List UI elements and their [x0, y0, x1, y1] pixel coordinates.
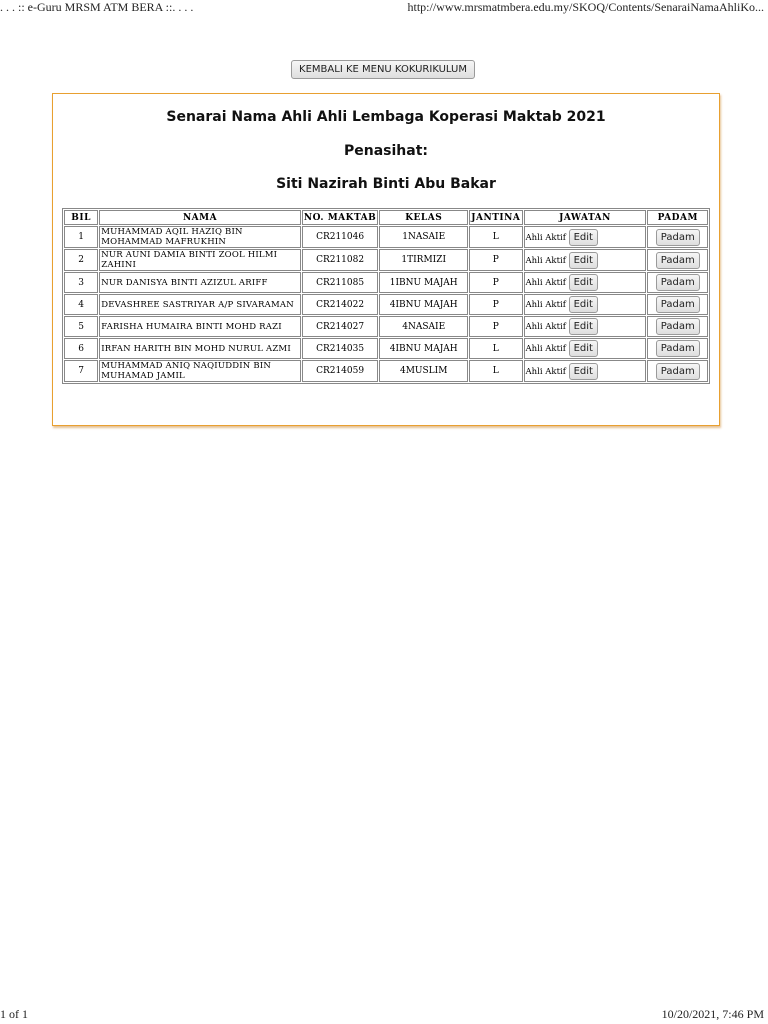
back-to-cocurriculum-menu-button[interactable]: KEMBALI KE MENU KOKURIKULUM	[291, 60, 475, 79]
edit-button[interactable]: Edit	[569, 318, 598, 335]
cell-jantina: P	[469, 249, 523, 271]
cell-jantina: P	[469, 316, 523, 337]
cell-nama: MUHAMMAD AQIL HAZIQ BIN MOHAMMAD MAFRUKHIN	[99, 226, 301, 248]
delete-button[interactable]: Padam	[656, 296, 700, 313]
edit-button[interactable]: Edit	[569, 340, 598, 357]
advisor-name: Siti Nazirah Binti Abu Bakar	[276, 176, 496, 192]
cell-no-maktab: CR211046	[302, 226, 379, 248]
cell-jantina: L	[469, 338, 523, 359]
cell-padam	[647, 316, 708, 337]
cell-jawatan	[524, 360, 647, 382]
cell-jantina: P	[469, 272, 523, 293]
cell-no-maktab: CR214027	[302, 316, 379, 337]
cell-padam	[647, 360, 708, 382]
cell-kelas: 1IBNU MAJAH	[379, 272, 468, 293]
cell-bil: 5	[64, 316, 98, 337]
cell-padam	[647, 226, 708, 248]
header-bil: BIL	[64, 210, 98, 225]
delete-button[interactable]: Padam	[656, 340, 700, 357]
table-row	[64, 316, 708, 337]
cell-bil: 1	[64, 226, 98, 248]
cell-no-maktab: CR211085	[302, 272, 379, 293]
jawatan-text: Ahli Aktif	[525, 366, 566, 377]
delete-button[interactable]: Padam	[656, 363, 700, 380]
cell-nama: MUHAMMAD ANIQ NAQIUDDIN BIN MUHAMAD JAMIL	[99, 360, 301, 382]
jawatan-text: Ahli Aktif	[525, 278, 566, 288]
cell-jawatan	[524, 226, 647, 248]
edit-button[interactable]: Edit	[569, 296, 598, 313]
header-no-maktab: NO. MAKTAB	[302, 210, 379, 225]
header-jawatan: JAWATAN	[524, 210, 647, 225]
cell-bil: 4	[64, 294, 98, 315]
member-table	[62, 208, 710, 384]
edit-button[interactable]: Edit	[569, 229, 598, 246]
print-datetime: 10/20/2021, 7:46 PM	[661, 1007, 764, 1021]
cell-padam	[647, 294, 708, 315]
cell-bil: 2	[64, 249, 98, 271]
table-row	[64, 272, 708, 293]
delete-button[interactable]: Padam	[656, 229, 700, 246]
edit-button[interactable]: Edit	[569, 363, 598, 380]
jawatan-text: Ahli Aktif	[525, 255, 566, 266]
jawatan-text: Ahli Aktif	[525, 300, 566, 310]
header-padam: PADAM	[647, 210, 708, 225]
cell-nama: NUR AUNI DAMIA BINTI ZOOL HILMI ZAHINI	[99, 249, 301, 271]
cell-kelas: 4IBNU MAJAH	[379, 338, 468, 359]
cell-padam	[647, 272, 708, 293]
advisor-label: Penasihat:	[343, 143, 428, 159]
print-page-number: 1 of 1	[0, 1007, 28, 1021]
cell-kelas: 4IBNU MAJAH	[379, 294, 468, 315]
table-row	[64, 360, 708, 382]
cell-kelas: 1NASAIE	[379, 226, 468, 248]
cell-jawatan	[524, 294, 647, 315]
cell-jantina: L	[469, 226, 523, 248]
cell-jawatan	[524, 249, 647, 271]
header-kelas: KELAS	[379, 210, 468, 225]
delete-button[interactable]: Padam	[656, 318, 700, 335]
page-title: Senarai Nama Ahli Ahli Lembaga Koperasi Maktab 2021	[166, 109, 606, 125]
header-nama: NAMA	[99, 210, 301, 225]
cell-bil: 3	[64, 272, 98, 293]
print-url: http://www.mrsmatmbera.edu.my/SKOQ/Contents/SenaraiNamaAhliKo...	[407, 0, 764, 14]
cell-padam	[647, 249, 708, 271]
print-header	[0, 0, 768, 18]
member-list-panel	[52, 93, 720, 426]
cell-kelas: 4MUSLIM	[379, 360, 468, 382]
cell-jawatan	[524, 272, 647, 293]
cell-jawatan	[524, 316, 647, 337]
cell-no-maktab: CR214035	[302, 338, 379, 359]
cell-no-maktab: CR211082	[302, 249, 379, 271]
delete-button[interactable]: Padam	[656, 274, 700, 291]
delete-button[interactable]: Padam	[656, 252, 700, 269]
cell-nama: NUR DANISYA BINTI AZIZUL ARIFF	[99, 272, 301, 293]
jawatan-text: Ahli Aktif	[525, 232, 566, 243]
edit-button[interactable]: Edit	[569, 252, 598, 269]
cell-nama: IRFAN HARITH BIN MOHD NURUL AZMI	[99, 338, 301, 359]
jawatan-text: Ahli Aktif	[525, 322, 566, 332]
jawatan-text: Ahli Aktif	[525, 344, 566, 354]
cell-jantina: L	[469, 360, 523, 382]
cell-kelas: 4NASAIE	[379, 316, 468, 337]
cell-bil: 6	[64, 338, 98, 359]
header-jantina: JANTINA	[469, 210, 523, 225]
cell-bil: 7	[64, 360, 98, 382]
table-row	[64, 294, 708, 315]
print-footer	[0, 1006, 768, 1024]
edit-button[interactable]: Edit	[569, 274, 598, 291]
cell-padam	[647, 338, 708, 359]
cell-no-maktab: CR214059	[302, 360, 379, 382]
cell-kelas: 1TIRMIZI	[379, 249, 468, 271]
print-page-title: . . . :: e-Guru MRSM ATM BERA ::. . . .	[0, 0, 194, 14]
cell-jawatan	[524, 338, 647, 359]
cell-jantina: P	[469, 294, 523, 315]
table-header-row	[64, 210, 708, 225]
table-row	[64, 226, 708, 248]
cell-nama: FARISHA HUMAIRA BINTI MOHD RAZI	[99, 316, 301, 337]
cell-nama: DEVASHREE SASTRIYAR A/P SIVARAMAN	[99, 294, 301, 315]
table-row	[64, 338, 708, 359]
table-row	[64, 249, 708, 271]
cell-no-maktab: CR214022	[302, 294, 379, 315]
